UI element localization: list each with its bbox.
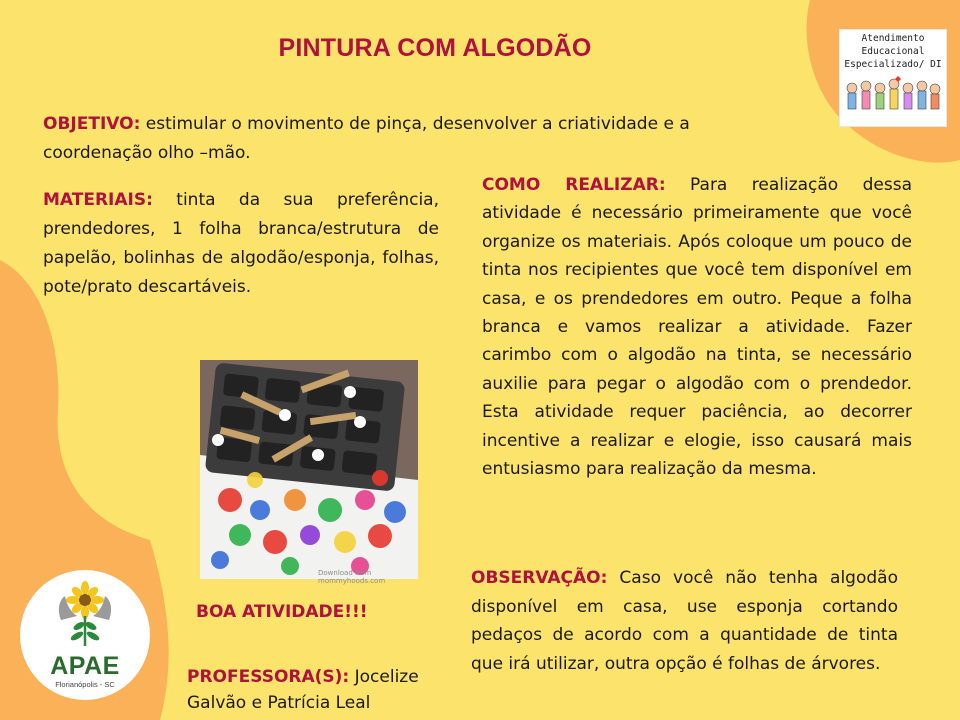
professora-paragraph (187, 664, 457, 716)
professora-text: Jocelize Galvão e Patrícia Leal (187, 667, 419, 713)
professora-label: PROFESSORA(S): (187, 667, 350, 687)
observacao-paragraph (471, 564, 898, 678)
page-title: PINTURA COM ALGODÃO (278, 34, 592, 62)
boa-atividade-text: BOA ATIVIDADE!!! (196, 602, 368, 622)
materiais-label: MATERIAIS: (43, 190, 153, 210)
logo-city: Florianópolis - SC (55, 680, 115, 689)
como-realizar-text: Para realização dessa atividade é necessário primeiramente que você organize os materiais. Após coloque um pouco de tinta nos recipientes que você tem disponível em casa, e os prendedores em outro. Peque a folha branca e vamos realizar a atividade. Fazer carimbo com o algodão na tinta, se necessário auxilie para pegar o algodão com o prendedor. Esta atividade requer paciência, ao decorrer incentive a realizar e elogie, isso causará mais entusiasmo para realização da mesma. (482, 175, 912, 480)
observacao-label: OBSERVAÇÃO: (471, 568, 608, 588)
objetivo-text: estimular o movimento de pinça, desenvolver a criatividade e a coordenação olho –mão. (43, 114, 690, 163)
como-realizar-label: COMO REALIZAR: (482, 175, 666, 195)
objetivo-paragraph (43, 110, 803, 168)
aee-badge (839, 29, 947, 127)
cotton-painting-illustration (200, 360, 418, 579)
activity-photo (200, 360, 418, 585)
materiais-paragraph (43, 186, 439, 302)
apae-logo (20, 570, 150, 700)
sunflower-hands-icon (55, 580, 115, 650)
badge-line: Especializado/ DI (844, 59, 942, 70)
materiais-text: tinta da sua preferência, prendedores, 1 folha branca/estrutura de papelão, bolinhas de algodão/esponja, folhas, pote/prato descartáveis. (43, 190, 439, 297)
badge-line: Educacional (861, 46, 925, 57)
children-illustration-icon (844, 74, 942, 122)
objetivo-label: OBJETIVO: (43, 114, 141, 134)
logo-name: APAE (50, 652, 120, 680)
badge-line: Atendimento (861, 33, 925, 44)
como-realizar-paragraph (482, 171, 912, 483)
observacao-text: Caso você não tenha algodão disponível em casa, use esponja cortando pedaços de acordo com a quantidade de tinta que irá utilizar, outra opção é folhas de árvores. (471, 568, 898, 674)
photo-watermark: Download from mommyhoods.com (318, 569, 386, 585)
